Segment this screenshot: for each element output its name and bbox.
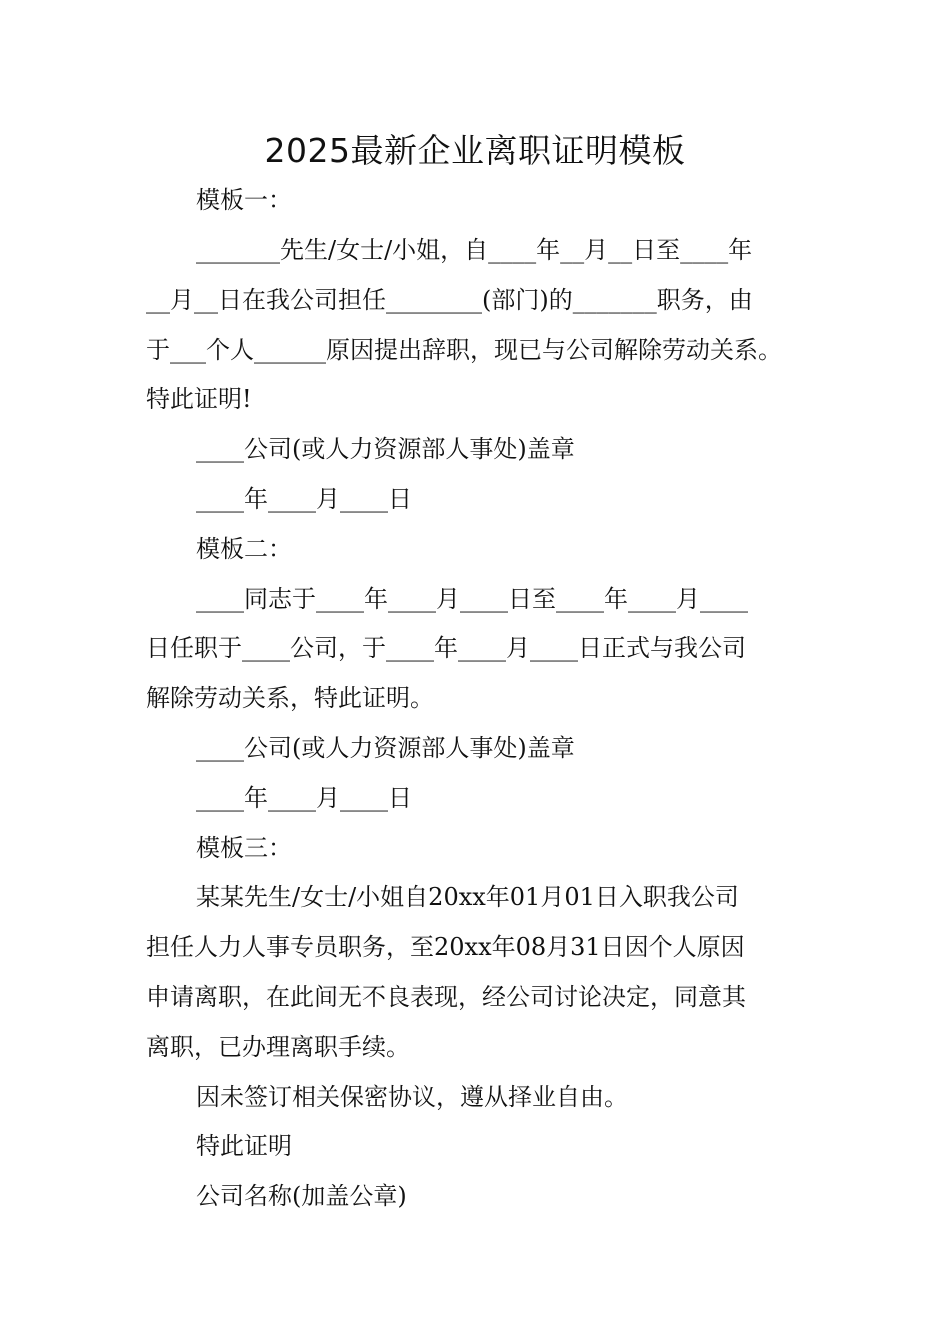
closing-line: 特此证明 bbox=[196, 1132, 292, 1160]
paragraph-line: 担任人力人事专员职务，至20xx年08月31日因个人原因 bbox=[146, 933, 745, 961]
paragraph-line: 日任职于____公司，于____年____月____日正式与我公司 bbox=[146, 634, 746, 662]
paragraph-line: 离职，已办理离职手续。 bbox=[146, 1033, 410, 1061]
company-seal-line: 公司名称(加盖公章) bbox=[196, 1182, 407, 1210]
document-title: 2025最新企业离职证明模板 bbox=[264, 131, 686, 170]
template-two-heading: 模板二： bbox=[196, 535, 292, 563]
paragraph-line: 某某先生/女士/小姐自20xx年01月01日入职我公司 bbox=[196, 883, 739, 911]
paragraph-line: __月__日在我公司担任________(部门)的_______职务，由 bbox=[146, 286, 753, 314]
paragraph-line: _______先生/女士/小姐，自____年__月__日至____年 bbox=[196, 236, 753, 264]
paragraph-line: 于___个人______原因提出辞职，现已与公司解除劳动关系。 bbox=[146, 336, 782, 364]
paragraph-line: 因未签订相关保密协议，遵从择业自由。 bbox=[196, 1083, 628, 1111]
paragraph-line: 申请离职，在此间无不良表现，经公司讨论决定，同意其 bbox=[146, 983, 746, 1011]
paragraph-line: 特此证明! bbox=[146, 385, 252, 413]
seal-line: ____公司(或人力资源部人事处)盖章 bbox=[196, 435, 575, 463]
template-one-heading: 模板一： bbox=[196, 186, 292, 214]
template-three-heading: 模板三： bbox=[196, 834, 292, 862]
paragraph-line: ____同志于____年____月____日至____年____月____ bbox=[196, 585, 748, 613]
date-line: ____年____月____日 bbox=[196, 485, 412, 513]
paragraph-line: 解除劳动关系，特此证明。 bbox=[146, 684, 434, 712]
date-line: ____年____月____日 bbox=[196, 784, 412, 812]
seal-line: ____公司(或人力资源部人事处)盖章 bbox=[196, 734, 575, 762]
